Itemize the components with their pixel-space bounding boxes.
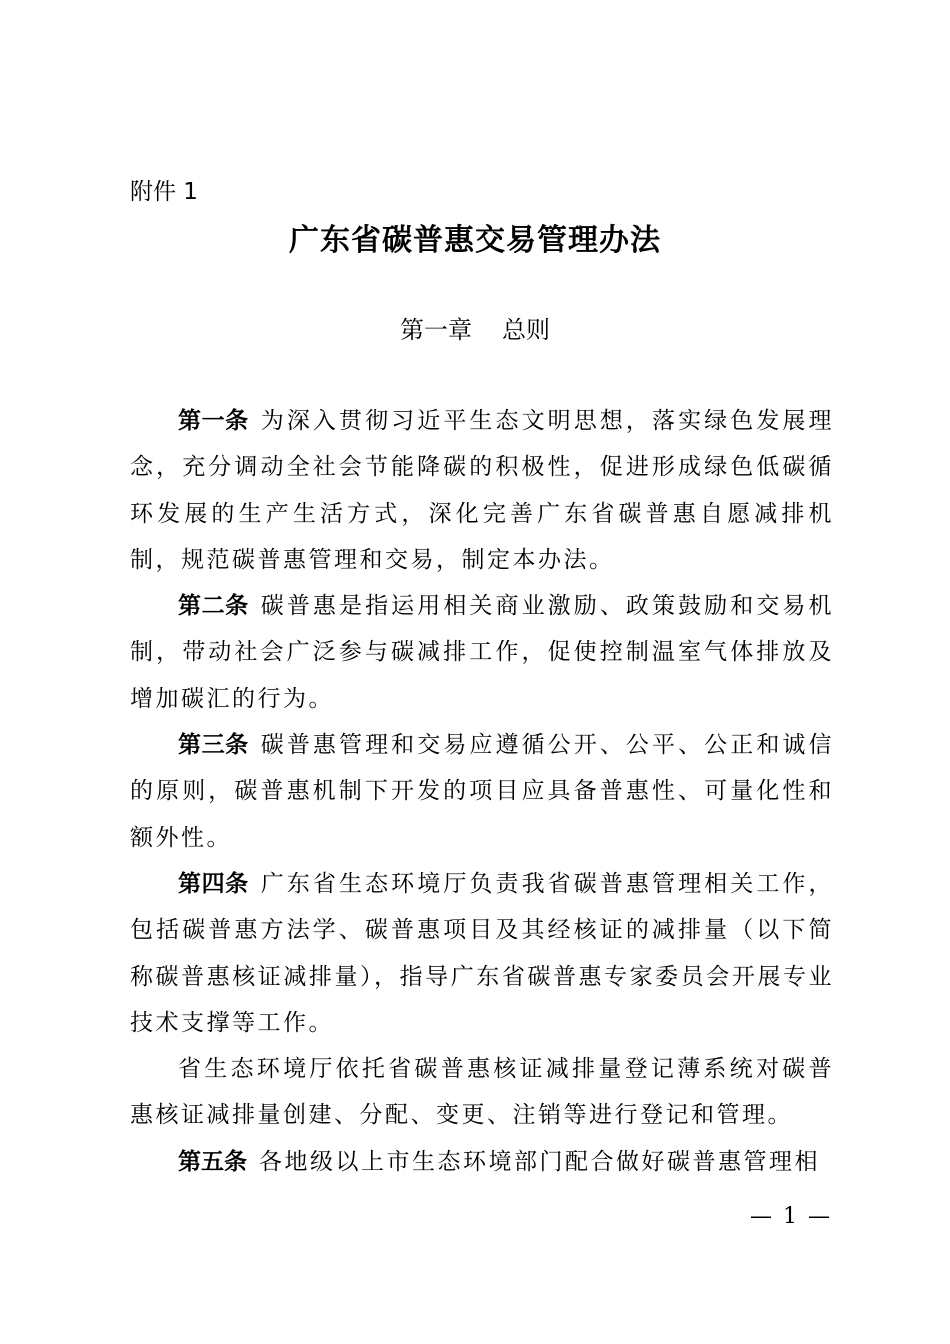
article-1-text: 为深入贯彻习近平生态文明思想，落实绿色发展理念，充分调动全社会节能降碳的积极性，促进形成绿色低碳循环发展的生产生活方式，深化完善广东省碳普惠自愿减排机制，规范碳普惠管理和交易，制定本办法。 [130, 408, 834, 573]
article-1 [130, 398, 834, 583]
chapter-name: 总则 [502, 316, 550, 344]
article-5-text: 各地级以上市生态环境部门配合做好碳普惠管理相 [259, 1148, 820, 1175]
page-number: — 1 — [750, 1204, 832, 1229]
chapter-number: 第一章 [400, 316, 472, 344]
article-4-head: 第四条 [178, 870, 249, 897]
article-4-continuation [130, 1046, 834, 1139]
article-2-head: 第二条 [178, 593, 249, 620]
article-4 [130, 861, 834, 1046]
article-3-head: 第三条 [178, 732, 249, 759]
article-4-continuation-text: 省生态环境厅依托省碳普惠核证减排量登记薄系统对碳普惠核证减排量创建、分配、变更、注销等进行登记和管理。 [130, 1056, 834, 1129]
article-2 [130, 583, 834, 722]
article-4-text: 广东省生态环境厅负责我省碳普惠管理相关工作，包括碳普惠方法学、碳普惠项目及其经核证的减排量（以下简称碳普惠核证减排量），指导广东省碳普惠专家委员会开展专业技术支撑等工作。 [130, 870, 834, 1036]
chapter-heading [0, 310, 950, 350]
article-3 [130, 722, 834, 861]
article-3-text: 碳普惠管理和交易应遵循公开、公平、公正和诚信的原则，碳普惠机制下开发的项目应具备普惠性、可量化性和额外性。 [130, 732, 834, 851]
article-1-head: 第一条 [178, 408, 249, 434]
article-5-head: 第五条 [178, 1148, 247, 1175]
document-title: 广东省碳普惠交易管理办法 [289, 223, 661, 258]
article-5 [130, 1139, 834, 1185]
article-2-text: 碳普惠是指运用相关商业激励、政策鼓励和交易机制，带动社会广泛参与碳减排工作，促使控制温室气体排放及增加碳汇的行为。 [130, 593, 834, 712]
body-text [130, 398, 834, 1185]
attachment-label: 附件 1 [130, 179, 198, 205]
